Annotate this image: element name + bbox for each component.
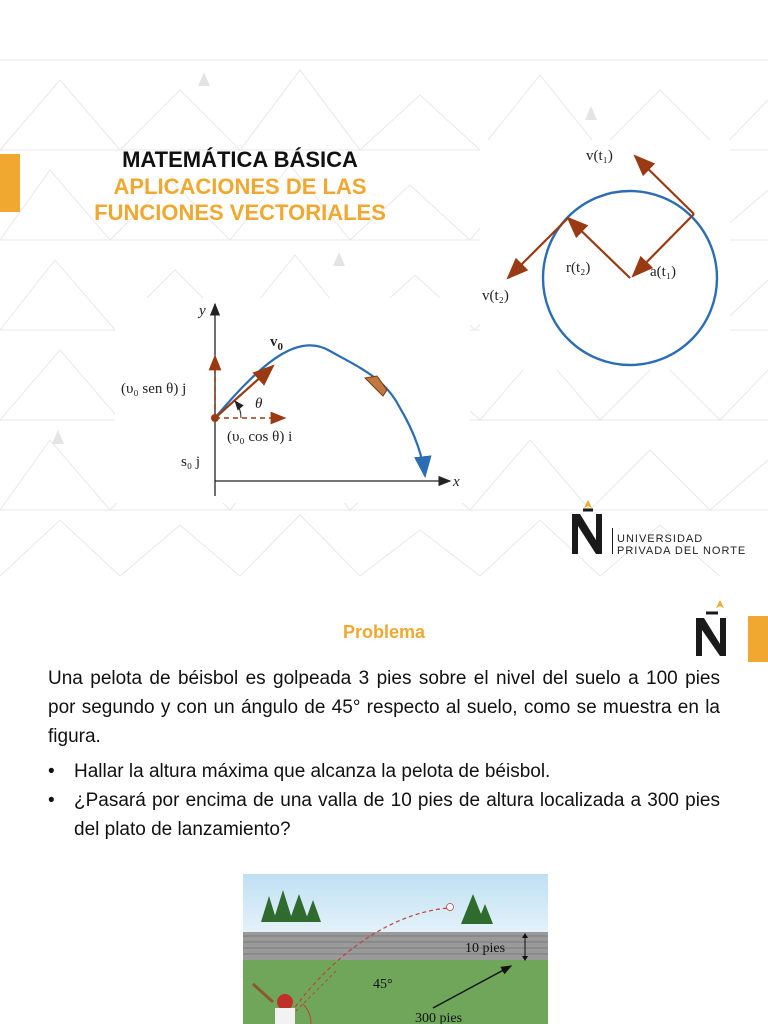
course-title: MATEMÁTICA BÁSICA: [122, 147, 358, 172]
problem-heading: Problema: [342, 622, 426, 642]
launch-point: [211, 414, 219, 422]
a-t1-label: a(t₁): [650, 264, 677, 280]
bullet-symbol: •: [48, 761, 55, 782]
y-axis-label: y: [199, 303, 206, 319]
angle-value-label: 45°: [373, 977, 393, 992]
vertical-component-label: (υ₀ sen θ) j: [121, 381, 187, 397]
baseball-icon: [447, 904, 454, 911]
question-item: [48, 786, 720, 844]
v-t1-label: v(t₁): [586, 148, 613, 164]
accent-bar-left: [0, 154, 20, 212]
question-text: ¿Pasará por encima de una valla de 10 pies de altura localizada a 300 pies del plato de lanzamiento?: [74, 790, 720, 840]
bullet-symbol: •: [48, 790, 55, 811]
horizontal-component-label: (υ₀ cos θ) i: [227, 429, 293, 445]
projectile-diagram: [115, 298, 470, 503]
theta-arc: [235, 401, 241, 418]
problem-statement: Una pelota de béisbol es golpeada 3 pies sobre el nivel del suelo a 100 pies por segundo y con un ángulo de 45° respecto al suelo, como se muestra en la figura.: [48, 668, 720, 747]
logo-divider: [612, 528, 613, 554]
s0-label: s₀ j: [181, 454, 200, 470]
v0-label: $v_0$: [270, 334, 283, 353]
x-axis-label: x: [453, 474, 460, 490]
projectile-icon: [365, 376, 387, 396]
topic-title-line2: FUNCIONES VECTORIALES: [94, 200, 386, 225]
v-t1-vector: [635, 156, 694, 214]
r-t2-label: r(t₂): [566, 260, 591, 276]
projectile-figure: [115, 298, 470, 503]
topic-title-line1: APLICACIONES DE LAS: [113, 174, 367, 199]
sky: [243, 874, 548, 936]
v-t2-vector: [508, 218, 568, 278]
question-item: [48, 757, 720, 786]
university-name: [617, 533, 746, 557]
circular-motion-figure: [480, 140, 730, 370]
theta-label: θ: [255, 396, 263, 412]
question-text: Hallar la altura máxima que alcanza la pelota de béisbol.: [74, 761, 551, 782]
initial-velocity-arrow: [215, 366, 273, 418]
problem-questions: [48, 757, 720, 844]
trajectory-curve: [215, 345, 425, 476]
university-logo-icon: [566, 500, 610, 556]
v-t2-label: v(t₂): [482, 288, 509, 304]
distance-label: 300 pies: [415, 1011, 463, 1024]
university-name-line2: PRIVADA DEL NORTE: [617, 545, 747, 557]
university-name-line1: UNIVERSIDAD: [617, 533, 704, 545]
fence-height-label: 10 pies: [465, 941, 506, 956]
circular-motion-diagram: [480, 140, 730, 370]
baseball-illustration: [243, 874, 548, 1024]
title-block: [40, 146, 440, 226]
